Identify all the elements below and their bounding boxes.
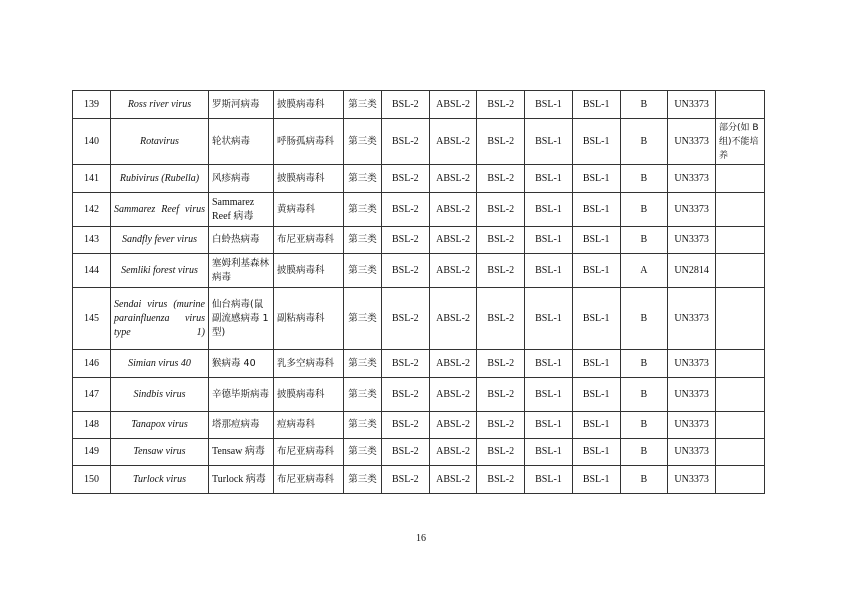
virus-chinese-name: Turlock 病毒 [209,466,274,494]
virus-chinese-name: 仙台病毒(鼠副流感病毒 1 型) [209,288,274,350]
table-row [73,91,765,119]
lab-culture-level: BSL-2 [382,227,430,254]
virus-english-name: Tensaw virus [111,439,209,466]
virus-family: 乳多空病毒科 [274,350,344,378]
virus-chinese-name: Sammarez Reef 病毒 [209,193,274,227]
non-infectious-level: BSL-1 [572,378,620,412]
animal-infection-level: ABSL-2 [429,119,477,165]
virus-chinese-name: 罗斯河病毒 [209,91,274,119]
hazard-class: 第三类 [344,227,382,254]
non-infectious-level: BSL-1 [572,227,620,254]
inactivated-level: BSL-1 [525,119,573,165]
note [716,288,765,350]
un-number: UN3373 [668,227,716,254]
sample-level: BSL-2 [477,254,525,288]
hazard-class: 第三类 [344,91,382,119]
sample-level: BSL-2 [477,466,525,494]
hazard-class: 第三类 [344,378,382,412]
inactivated-level: BSL-1 [525,254,573,288]
row-number: 149 [73,439,111,466]
table-row [73,439,765,466]
table-row [73,165,765,193]
note [716,439,765,466]
animal-infection-level: ABSL-2 [429,350,477,378]
virus-english-name: Sindbis virus [111,378,209,412]
transport-category: B [620,350,668,378]
transport-category: B [620,466,668,494]
row-number: 139 [73,91,111,119]
hazard-class: 第三类 [344,193,382,227]
non-infectious-level: BSL-1 [572,254,620,288]
lab-culture-level: BSL-2 [382,378,430,412]
lab-culture-level: BSL-2 [382,91,430,119]
animal-infection-level: ABSL-2 [429,288,477,350]
non-infectious-level: BSL-1 [572,193,620,227]
non-infectious-level: BSL-1 [572,165,620,193]
row-number: 150 [73,466,111,494]
hazard-class: 第三类 [344,466,382,494]
note: 部分(如 B 组)不能培养 [716,119,765,165]
virus-english-name: Simian virus 40 [111,350,209,378]
non-infectious-level: BSL-1 [572,288,620,350]
row-number: 145 [73,288,111,350]
lab-culture-level: BSL-2 [382,439,430,466]
inactivated-level: BSL-1 [525,378,573,412]
lab-culture-level: BSL-2 [382,193,430,227]
sample-level: BSL-2 [477,165,525,193]
sample-level: BSL-2 [477,350,525,378]
lab-culture-level: BSL-2 [382,466,430,494]
table-row [73,119,765,165]
virus-english-name: Turlock virus [111,466,209,494]
sample-level: BSL-2 [477,119,525,165]
inactivated-level: BSL-1 [525,466,573,494]
lab-culture-level: BSL-2 [382,119,430,165]
virus-chinese-name: 塞姆利基森林病毒 [209,254,274,288]
inactivated-level: BSL-1 [525,193,573,227]
non-infectious-level: BSL-1 [572,412,620,439]
un-number: UN3373 [668,412,716,439]
animal-infection-level: ABSL-2 [429,466,477,494]
inactivated-level: BSL-1 [525,412,573,439]
sample-level: BSL-2 [477,288,525,350]
un-number: UN3373 [668,91,716,119]
un-number: UN3373 [668,466,716,494]
virus-english-name: Sammarez Reef virus [111,193,209,227]
note [716,350,765,378]
transport-category: B [620,193,668,227]
virus-family: 披膜病毒科 [274,91,344,119]
animal-infection-level: ABSL-2 [429,91,477,119]
note [716,193,765,227]
virus-chinese-name: 轮状病毒 [209,119,274,165]
hazard-class: 第三类 [344,350,382,378]
row-number: 143 [73,227,111,254]
un-number: UN3373 [668,439,716,466]
row-number: 142 [73,193,111,227]
virus-english-name: Sendai virus (murine parainfluenza virus type 1) [111,288,209,350]
note [716,227,765,254]
hazard-class: 第三类 [344,412,382,439]
table-row [73,288,765,350]
lab-culture-level: BSL-2 [382,165,430,193]
lab-culture-level: BSL-2 [382,288,430,350]
un-number: UN3373 [668,350,716,378]
virus-english-name: Rotavirus [111,119,209,165]
hazard-class: 第三类 [344,254,382,288]
virus-classification-table [72,90,765,494]
inactivated-level: BSL-1 [525,350,573,378]
transport-category: B [620,91,668,119]
transport-category: B [620,288,668,350]
virus-family: 痘病毒科 [274,412,344,439]
non-infectious-level: BSL-1 [572,466,620,494]
inactivated-level: BSL-1 [525,165,573,193]
table-row [73,466,765,494]
virus-chinese-name: 白蛉热病毒 [209,227,274,254]
sample-level: BSL-2 [477,193,525,227]
hazard-class: 第三类 [344,439,382,466]
hazard-class: 第三类 [344,119,382,165]
note [716,91,765,119]
sample-level: BSL-2 [477,227,525,254]
non-infectious-level: BSL-1 [572,119,620,165]
un-number: UN3373 [668,119,716,165]
table-row [73,227,765,254]
virus-english-name: Semliki forest virus [111,254,209,288]
virus-family: 呼肠孤病毒科 [274,119,344,165]
animal-infection-level: ABSL-2 [429,254,477,288]
transport-category: B [620,227,668,254]
page-number: 16 [416,533,426,544]
virus-family: 披膜病毒科 [274,165,344,193]
lab-culture-level: BSL-2 [382,412,430,439]
virus-chinese-name: 塔那痘病毒 [209,412,274,439]
table-row [73,412,765,439]
virus-family: 披膜病毒科 [274,254,344,288]
note [716,254,765,288]
animal-infection-level: ABSL-2 [429,193,477,227]
sample-level: BSL-2 [477,378,525,412]
un-number: UN3373 [668,165,716,193]
animal-infection-level: ABSL-2 [429,439,477,466]
transport-category: B [620,439,668,466]
row-number: 146 [73,350,111,378]
inactivated-level: BSL-1 [525,227,573,254]
table-row [73,378,765,412]
virus-family: 副粘病毒科 [274,288,344,350]
note [716,466,765,494]
transport-category: A [620,254,668,288]
transport-category: B [620,412,668,439]
animal-infection-level: ABSL-2 [429,412,477,439]
lab-culture-level: BSL-2 [382,254,430,288]
un-number: UN3373 [668,378,716,412]
virus-english-name: Sandfly fever virus [111,227,209,254]
inactivated-level: BSL-1 [525,91,573,119]
row-number: 147 [73,378,111,412]
sample-level: BSL-2 [477,91,525,119]
virus-english-name: Tanapox virus [111,412,209,439]
table-row [73,193,765,227]
row-number: 144 [73,254,111,288]
table-row [73,254,765,288]
un-number: UN3373 [668,288,716,350]
hazard-class: 第三类 [344,165,382,193]
hazard-class: 第三类 [344,288,382,350]
virus-english-name: Ross river virus [111,91,209,119]
virus-chinese-name: Tensaw 病毒 [209,439,274,466]
row-number: 140 [73,119,111,165]
inactivated-level: BSL-1 [525,439,573,466]
virus-family: 披膜病毒科 [274,378,344,412]
virus-family: 布尼亚病毒科 [274,439,344,466]
table-row [73,350,765,378]
inactivated-level: BSL-1 [525,288,573,350]
virus-chinese-name: 猴病毒 40 [209,350,274,378]
note [716,412,765,439]
transport-category: B [620,165,668,193]
lab-culture-level: BSL-2 [382,350,430,378]
virus-family: 布尼亚病毒科 [274,227,344,254]
sample-level: BSL-2 [477,412,525,439]
row-number: 141 [73,165,111,193]
un-number: UN3373 [668,193,716,227]
non-infectious-level: BSL-1 [572,350,620,378]
non-infectious-level: BSL-1 [572,91,620,119]
virus-family: 黄病毒科 [274,193,344,227]
note [716,378,765,412]
note [716,165,765,193]
animal-infection-level: ABSL-2 [429,165,477,193]
animal-infection-level: ABSL-2 [429,378,477,412]
transport-category: B [620,119,668,165]
row-number: 148 [73,412,111,439]
non-infectious-level: BSL-1 [572,439,620,466]
sample-level: BSL-2 [477,439,525,466]
un-number: UN2814 [668,254,716,288]
virus-family: 布尼亚病毒科 [274,466,344,494]
animal-infection-level: ABSL-2 [429,227,477,254]
transport-category: B [620,378,668,412]
virus-chinese-name: 辛德毕斯病毒 [209,378,274,412]
virus-chinese-name: 风疹病毒 [209,165,274,193]
virus-english-name: Rubivirus (Rubella) [111,165,209,193]
